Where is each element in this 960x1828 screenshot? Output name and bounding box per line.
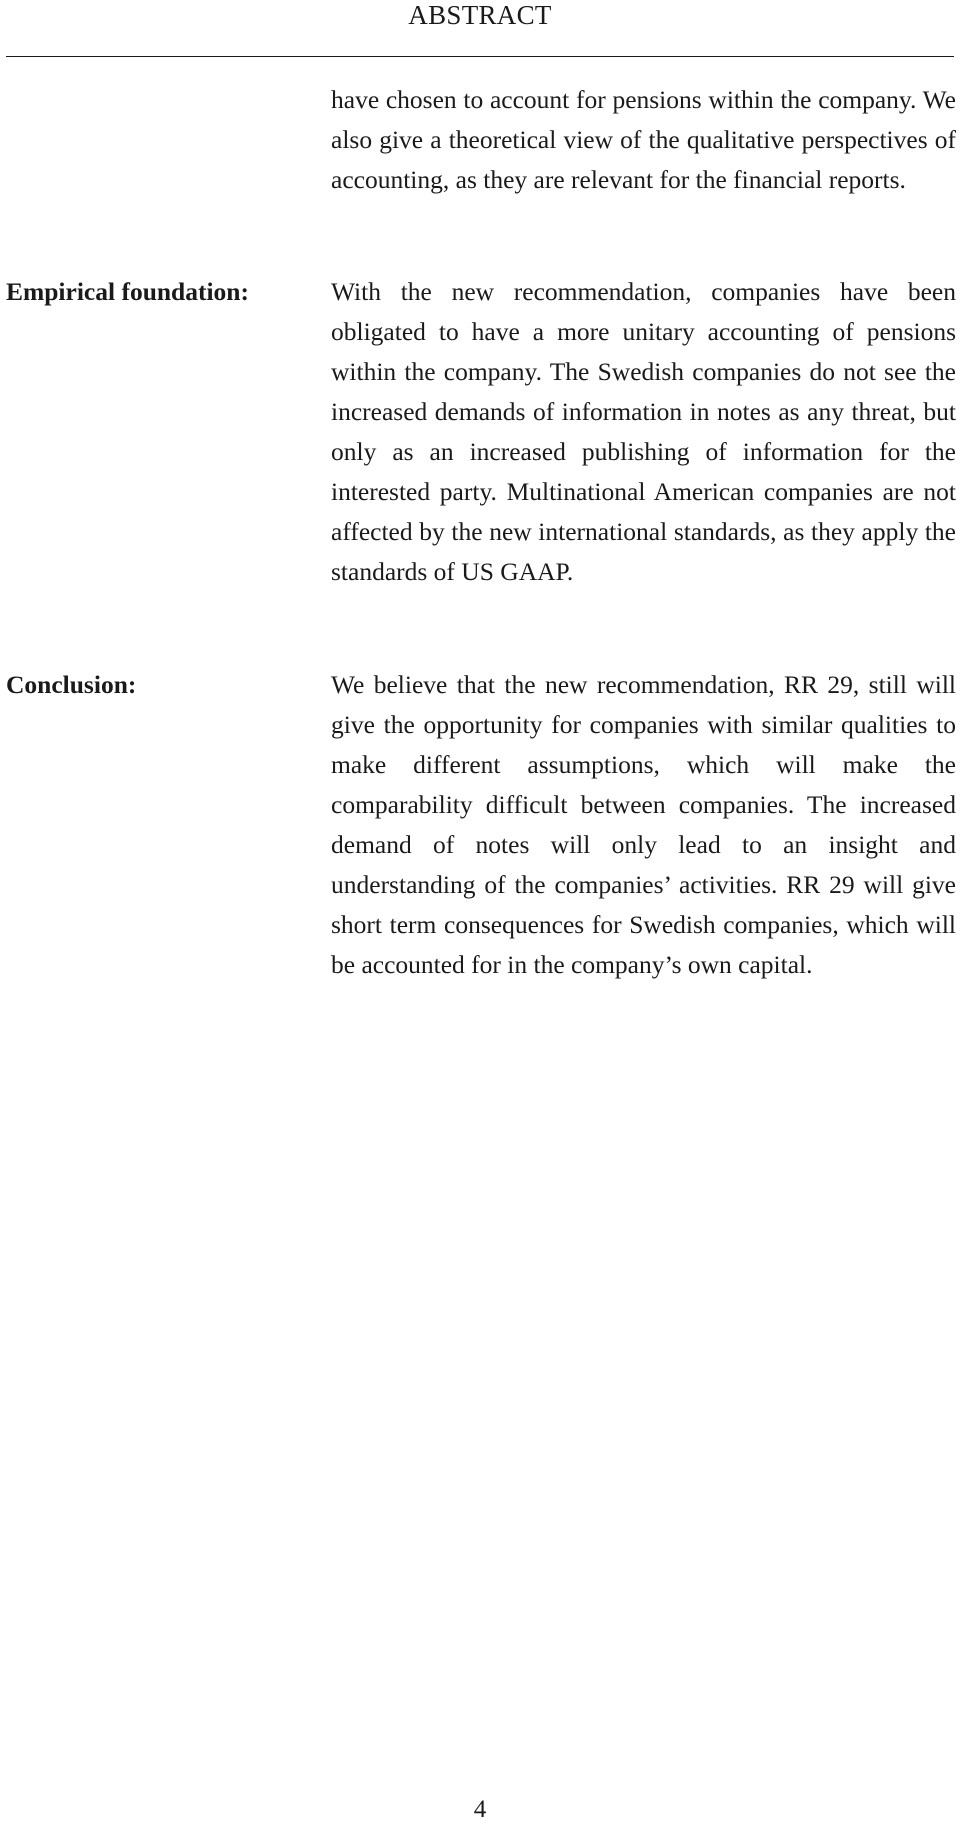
section-conclusion-label: Conclusion: <box>6 670 137 699</box>
section-conclusion-text: We believe that the new recommendation, RR 29, still will give the opportunity for companies with similar qualities to make different assumptions, which will make the comparability difficult between companies. The increased demand of notes will only lead to an insight and understanding of the companies’ activities. RR 29 will give short term consequences for Swedish companies, which will be accounted for in the company’s own capital. <box>331 670 956 979</box>
header-divider <box>6 56 954 57</box>
page-number: 4 <box>473 1796 487 1823</box>
section-empirical-foundation-label: Empirical foundation: <box>6 277 249 306</box>
section-abstract-continued-text: have chosen to account for pensions within the company. We also give a theoretical view of the qualitative perspectives of accounting, as they are relevant for the financial reports. <box>331 85 956 194</box>
page-header-title: ABSTRACT <box>408 0 552 30</box>
section-empirical-foundation-text: With the new recommendation, companies have been obligated to have a more unitary accounting of pensions within the company. The Swedish companies do not see the increased demands of information in notes as any threat, but only as an increased publishing of information for the interested party. Multinational American companies are not affected by the new international standards, as they apply the standards of US GAAP. <box>331 277 956 586</box>
